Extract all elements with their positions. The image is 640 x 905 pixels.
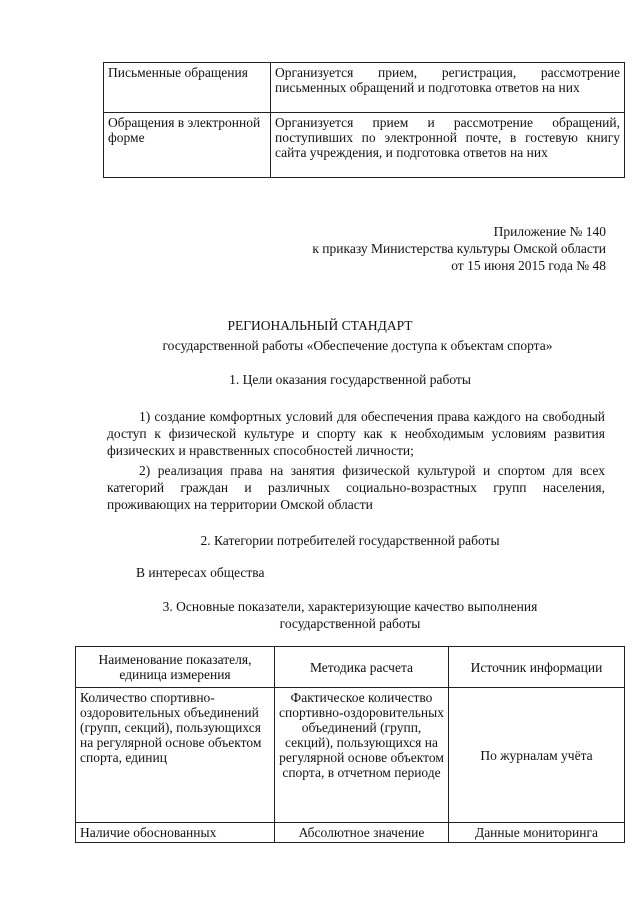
section-3-heading-line-1: 3. Основные показатели, характеризующие качество выполнения (162, 599, 538, 614)
column-header: Наименование показателя, единица измерения (76, 647, 275, 688)
column-header: Методика расчета (275, 647, 449, 688)
consumers-text: В интересах общества (136, 565, 265, 580)
indicator-source-cell: Данные мониторинга (449, 823, 625, 843)
appendix-block (240, 223, 606, 274)
section-2-heading: 2. Категории потребителей государственной работы (200, 533, 500, 548)
request-type-cell: Письменные обращения (104, 63, 271, 113)
column-header: Источник информации (449, 647, 625, 688)
table-row (104, 113, 625, 178)
table-row (76, 823, 625, 843)
indicator-method-cell: Абсолютное значение (275, 823, 449, 843)
indicators-table (75, 646, 625, 843)
table-row (104, 63, 625, 113)
appendix-date: от 15 июня 2015 года № 48 (451, 258, 606, 273)
indicator-name-cell: Наличие обоснованных (76, 823, 275, 843)
requests-table (103, 62, 625, 178)
standard-title: РЕГИОНАЛЬНЫЙ СТАНДАРТ (227, 318, 413, 333)
indicator-source-cell: По журналам учёта (449, 688, 625, 823)
appendix-number: Приложение № 140 (493, 224, 606, 239)
request-desc-cell: Организуется прием, регистрация, рассмотрение письменных обращений и подготовка ответов на них (271, 63, 625, 113)
section-1-heading: 1. Цели оказания государственной работы (229, 372, 471, 387)
section-3-heading-line-2: государственной работы (279, 616, 421, 631)
table-row (76, 688, 625, 823)
table-header-row (76, 647, 625, 688)
appendix-order: к приказу Министерства культуры Омской области (312, 241, 606, 256)
section-3-heading (0, 598, 640, 632)
section-1-paragraph-1: 1) создание комфортных условий для обеспечения права каждого на свободный доступ к физической культуре и спорту как к необходимым условиям развития физических и нравственных способностей личности; (107, 409, 605, 458)
standard-subtitle: государственной работы «Обеспечение доступа к объектам спорта» (162, 338, 553, 353)
request-desc-cell: Организуется прием и рассмотрение обращений, поступивших по электронной почте, в гостевую книгу сайта учреждения, и подготовка ответов на них (271, 113, 625, 178)
indicator-method-cell: Фактическое количество спортивно-оздоровительных объединений (групп, секций), пользующихся на регулярной основе объектом спорта, в отчетном периоде (275, 688, 449, 823)
request-type-cell: Обращения в электронной форме (104, 113, 271, 178)
section-1-paragraph-2: 2) реализация права на занятия физической культурой и спортом для всех категорий граждан и различных социально-возрастных групп населения, проживающих на территории Омской области (107, 463, 605, 512)
indicator-name-cell: Количество спортивно-оздоровительных объединений (групп, секций), пользующихся на регулярной основе объектом спорта, единиц (76, 688, 275, 823)
